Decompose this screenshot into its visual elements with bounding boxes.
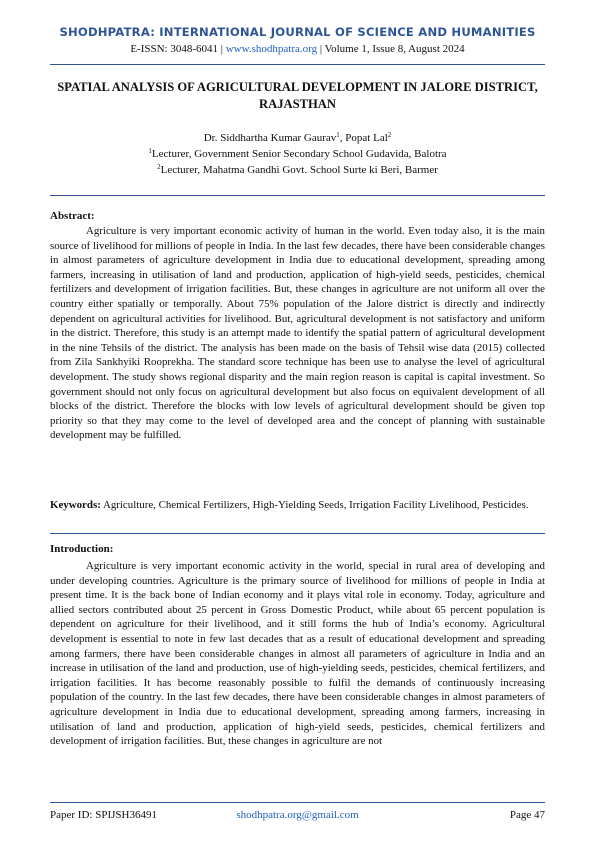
issn-text: E-ISSN: 3048-6041 | (130, 43, 223, 55)
keywords-label: Keywords: (50, 499, 101, 511)
footer-email-link[interactable]: shodhpatra.org@gmail.com (236, 809, 359, 821)
author-name-1: Dr. Siddhartha Kumar Gaurav (203, 132, 337, 144)
header-divider (50, 64, 545, 65)
journal-info-line (0, 43, 595, 55)
paper-id: Paper ID: SPIJSH36491 (50, 809, 157, 821)
author-2-superscript: 2 (387, 131, 392, 139)
keywords-text: Agriculture, Chemical Fertilizers, High-Yielding Seeds, Irrigation Facility Livelihood, Pesticides. (100, 499, 529, 511)
affiliation-2-text: Lecturer, Mahatma Gandhi Govt. School Surte ki Beri, Barmer (160, 164, 438, 176)
affiliation-1 (0, 148, 595, 160)
keywords-paragraph (50, 498, 545, 513)
affiliation-2 (0, 164, 595, 176)
abstract-heading: Abstract: (50, 210, 95, 222)
abstract-text: Agriculture is very important economic activity of human in the world. Even today also, it is the main source of livelihood for millions of people in India. In the last few decades, there have been considerable changes in almost parameters of agriculture development in India due to educational development, spreading among farmers, increasing in utilisation of land and production, application of high-yield seeds, pesticides, chemical fertilizers and development of irrigation facilities. But, these changes in agriculture are not uniform all over the country either spatially or temporally. About 75% population of the Jalore district is directly and indirectly dependent on agricultural activities for livelihood. But, agricultural development is not satisfactory and uniform in the district. Therefore, this study is an attempt made to identify the spatial pattern of agricultural development in the nine Tehsils of the district. The analysis has been made on the basis of Tehsil wise data (2015) collected from Zila Sankhyiki Rooprekha. The standard score technique has been use to analyse the level of agricultural development. The study shows regional disparity and the main region reason is capital is capital investment. So government should not only focus on agricultural development but also focus on equivalent development of all blocks of the district. Therefore the blocks with low levels of agricultural development should be given top priority so that they may come to the level of developed area and the concept of planning with sustainable development may be fulfilled. (50, 225, 545, 442)
affiliation-2-superscript: 2 (157, 163, 161, 171)
author-name-2: , Popat Lal (339, 132, 388, 144)
paper-title: SPATIAL ANALYSIS OF AGRICULTURAL DEVELOPMENT IN JALORE DISTRICT, RAJASTHAN (57, 80, 538, 111)
keywords-divider (50, 533, 545, 534)
introduction-heading: Introduction: (50, 543, 114, 555)
affiliation-1-superscript: 1 (148, 147, 152, 155)
volume-text: | Volume 1, Issue 8, August 2024 (319, 43, 465, 55)
website-link[interactable]: www.shodhpatra.org (225, 43, 318, 55)
affiliation-1-text: Lecturer, Government Senior Secondary School Gudavida, Balotra (151, 148, 447, 160)
journal-title: SHODHPATRA: INTERNATIONAL JOURNAL OF SCIENCE AND HUMANITIES (59, 25, 536, 39)
introduction-text: Agriculture is very important economic activity in the world, special in rural area of developing and under developing countries. Agriculture is the primary source of livelihood for millions of people in India at present time. It is the back bone of Indian economy and it plays vital role in economy. Today, agriculture and allied sectors contributed about 25 percent in Gross Domestic Product, while about 65 percent population is dependent on agriculture for their livelihood, and it still forms the hub of India’s economy. Agricultural development is essential to note in few last decades that as a result of educational development and spreading among farmers, there have been considerable changes in almost all parameters of agriculture in India and an increase in utilisation of the land and production, use of high-yielding seeds, pesticides, chemical fertilizers, and irrigation facilities. It has become reasonably possible to fulfil the demands of continuously increasing population of the country. In the last few decades, there have been considerable changes in almost parameters of agriculture development in India due to educational development, spreading among farmers, increasing in utilisation of land and production, application of high-yield seeds, pesticides, chemical fertilizers and development of irrigation facilities. But, these changes in agriculture are not (50, 560, 545, 748)
author-line (0, 132, 595, 144)
abstract-body (50, 224, 545, 443)
page-number: Page 47 (509, 809, 545, 821)
affiliation-divider (50, 195, 545, 196)
author-1-superscript: 1 (336, 131, 340, 139)
footer-divider (50, 802, 545, 803)
introduction-body (50, 559, 545, 749)
